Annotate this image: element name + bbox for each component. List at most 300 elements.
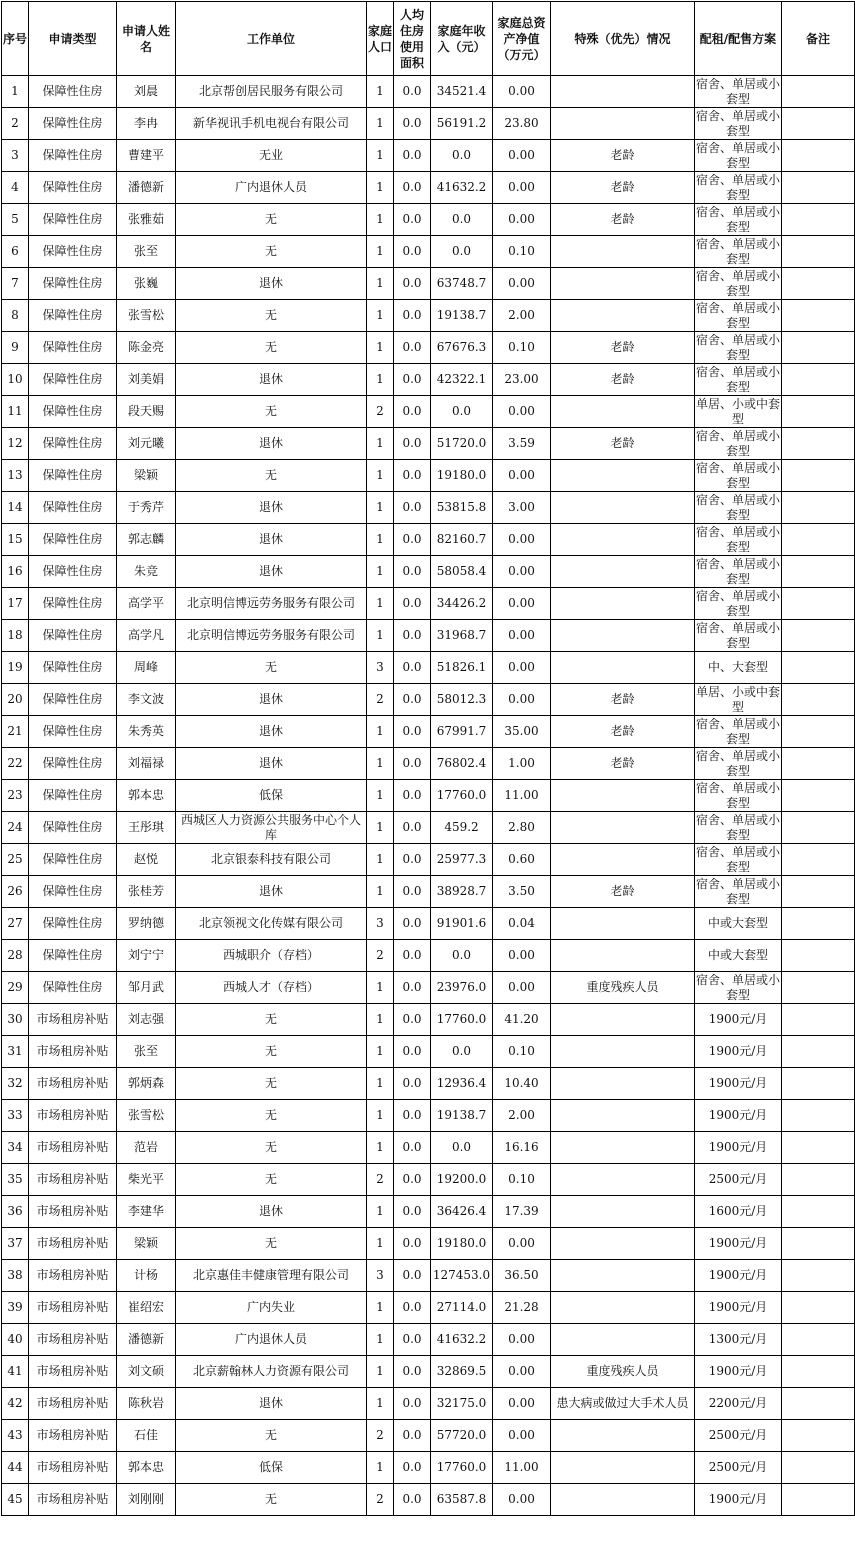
cell-special-priority bbox=[551, 1228, 695, 1260]
cell-employer: 北京明信博远劳务服务有限公司 bbox=[176, 588, 367, 620]
cell-index: 19 bbox=[2, 652, 29, 684]
cell-employer: 无 bbox=[176, 652, 367, 684]
cell-name: 陈金亮 bbox=[117, 332, 176, 364]
table-row bbox=[2, 140, 855, 172]
cell-area-per-person: 0.0 bbox=[394, 172, 431, 204]
cell-index: 10 bbox=[2, 364, 29, 396]
cell-index: 11 bbox=[2, 396, 29, 428]
col-header-household-size: 家庭人口 bbox=[367, 2, 394, 76]
cell-special-priority: 老龄 bbox=[551, 332, 695, 364]
cell-employer: 广内退休人员 bbox=[176, 172, 367, 204]
cell-employer: 无 bbox=[176, 1068, 367, 1100]
cell-household-size: 1 bbox=[367, 588, 394, 620]
cell-household-size: 1 bbox=[367, 972, 394, 1004]
cell-index: 27 bbox=[2, 908, 29, 940]
cell-name: 张巍 bbox=[117, 268, 176, 300]
cell-net-assets: 10.40 bbox=[493, 1068, 551, 1100]
cell-employer: 无 bbox=[176, 300, 367, 332]
cell-special-priority: 老龄 bbox=[551, 428, 695, 460]
cell-area-per-person: 0.0 bbox=[394, 1068, 431, 1100]
cell-type: 保障性住房 bbox=[29, 428, 117, 460]
cell-name: 于秀芹 bbox=[117, 492, 176, 524]
cell-area-per-person: 0.0 bbox=[394, 684, 431, 716]
cell-type: 保障性住房 bbox=[29, 268, 117, 300]
cell-annual-income: 63748.7 bbox=[431, 268, 493, 300]
cell-employer: 无 bbox=[176, 1164, 367, 1196]
cell-net-assets: 35.00 bbox=[493, 716, 551, 748]
cell-annual-income: 42322.1 bbox=[431, 364, 493, 396]
cell-type: 保障性住房 bbox=[29, 364, 117, 396]
cell-allocation-plan: 宿舍、单居或小套型 bbox=[696, 524, 781, 554]
cell-area-per-person: 0.0 bbox=[394, 1452, 431, 1484]
cell-employer: 退休 bbox=[176, 748, 367, 780]
cell-area-per-person: 0.0 bbox=[394, 588, 431, 620]
cell-annual-income: 34426.2 bbox=[431, 588, 493, 620]
cell-special-priority bbox=[551, 556, 695, 588]
cell-household-size: 1 bbox=[367, 780, 394, 812]
cell-allocation-plan: 1600元/月 bbox=[695, 1196, 782, 1228]
cell-annual-income: 23976.0 bbox=[431, 972, 493, 1004]
cell-index: 36 bbox=[2, 1196, 29, 1228]
cell-name: 刘志强 bbox=[117, 1004, 176, 1036]
cell-type: 市场租房补贴 bbox=[29, 1164, 117, 1196]
cell-index: 39 bbox=[2, 1292, 29, 1324]
cell-net-assets: 0.10 bbox=[493, 332, 551, 364]
cell-index: 33 bbox=[2, 1100, 29, 1132]
cell-remarks bbox=[782, 1004, 855, 1036]
cell-annual-income: 127453.0 bbox=[431, 1260, 493, 1292]
cell-name: 石佳 bbox=[117, 1420, 176, 1452]
cell-index: 8 bbox=[2, 300, 29, 332]
cell-name: 郭本忠 bbox=[117, 780, 176, 812]
cell-net-assets: 0.00 bbox=[493, 1324, 551, 1356]
cell-index: 3 bbox=[2, 140, 29, 172]
cell-net-assets: 3.00 bbox=[493, 492, 551, 524]
cell-allocation-plan: 2500元/月 bbox=[695, 1452, 782, 1484]
table-row bbox=[2, 812, 855, 844]
cell-remarks bbox=[782, 108, 855, 140]
cell-household-size: 1 bbox=[367, 76, 394, 108]
cell-allocation-plan: 宿舍、单居或小套型 bbox=[696, 492, 781, 522]
cell-type: 保障性住房 bbox=[29, 716, 117, 748]
cell-name: 刘文硕 bbox=[117, 1356, 176, 1388]
cell-annual-income: 0.0 bbox=[431, 140, 493, 172]
cell-net-assets: 0.00 bbox=[493, 1420, 551, 1452]
cell-remarks bbox=[782, 556, 855, 588]
cell-name: 朱竞 bbox=[117, 556, 176, 588]
table-row bbox=[2, 1100, 855, 1132]
cell-net-assets: 0.10 bbox=[493, 236, 551, 268]
cell-employer: 西城人才（存档） bbox=[176, 972, 367, 1004]
cell-employer: 无业 bbox=[176, 140, 367, 172]
cell-allocation-plan: 中或大套型 bbox=[695, 940, 782, 972]
cell-net-assets: 0.00 bbox=[493, 1388, 551, 1420]
cell-index: 25 bbox=[2, 844, 29, 876]
cell-remarks bbox=[782, 1292, 855, 1324]
cell-name: 郭本忠 bbox=[117, 1452, 176, 1484]
cell-household-size: 1 bbox=[367, 1132, 394, 1164]
cell-special-priority bbox=[551, 940, 695, 972]
cell-index: 21 bbox=[2, 716, 29, 748]
table-body bbox=[2, 76, 855, 1516]
table-row bbox=[2, 1484, 855, 1516]
col-header-remarks: 备注 bbox=[782, 2, 855, 76]
cell-employer: 北京惠佳丰健康管理有限公司 bbox=[176, 1260, 367, 1292]
cell-allocation-plan: 宿舍、单居或小套型 bbox=[696, 876, 781, 906]
cell-employer: 无 bbox=[176, 1004, 367, 1036]
cell-allocation-plan: 宿舍、单居或小套型 bbox=[696, 332, 781, 362]
cell-allocation-plan: 单居、小或中套型 bbox=[696, 684, 781, 714]
cell-annual-income: 0.0 bbox=[431, 1132, 493, 1164]
cell-net-assets: 0.00 bbox=[493, 204, 551, 236]
cell-net-assets: 0.00 bbox=[493, 1484, 551, 1516]
cell-type: 保障性住房 bbox=[29, 588, 117, 620]
cell-special-priority bbox=[551, 76, 695, 108]
table-row bbox=[2, 1228, 855, 1260]
cell-household-size: 1 bbox=[367, 1004, 394, 1036]
cell-special-priority bbox=[551, 492, 695, 524]
cell-index: 17 bbox=[2, 588, 29, 620]
cell-household-size: 3 bbox=[367, 1260, 394, 1292]
cell-index: 14 bbox=[2, 492, 29, 524]
cell-area-per-person: 0.0 bbox=[394, 1324, 431, 1356]
cell-household-size: 1 bbox=[367, 556, 394, 588]
cell-remarks bbox=[782, 1420, 855, 1452]
cell-annual-income: 19200.0 bbox=[431, 1164, 493, 1196]
table-row bbox=[2, 1004, 855, 1036]
cell-type: 保障性住房 bbox=[29, 620, 117, 652]
cell-area-per-person: 0.0 bbox=[394, 1228, 431, 1260]
cell-remarks bbox=[782, 652, 855, 684]
table-row bbox=[2, 460, 855, 492]
cell-type: 保障性住房 bbox=[29, 76, 117, 108]
cell-remarks bbox=[782, 716, 855, 748]
cell-remarks bbox=[782, 684, 855, 716]
cell-type: 保障性住房 bbox=[29, 396, 117, 428]
cell-employer: 北京帮创居民服务有限公司 bbox=[176, 76, 367, 108]
cell-annual-income: 0.0 bbox=[431, 236, 493, 268]
cell-special-priority bbox=[551, 1196, 695, 1228]
cell-index: 29 bbox=[2, 972, 29, 1004]
cell-area-per-person: 0.0 bbox=[394, 140, 431, 172]
table-row bbox=[2, 428, 855, 460]
cell-type: 保障性住房 bbox=[29, 748, 117, 780]
cell-household-size: 1 bbox=[367, 524, 394, 556]
cell-special-priority bbox=[551, 268, 695, 300]
cell-annual-income: 82160.7 bbox=[431, 524, 493, 556]
cell-area-per-person: 0.0 bbox=[394, 716, 431, 748]
cell-special-priority bbox=[551, 108, 695, 140]
cell-employer: 无 bbox=[176, 396, 367, 428]
cell-net-assets: 0.00 bbox=[493, 684, 551, 716]
col-header-employer: 工作单位 bbox=[176, 2, 367, 76]
cell-remarks bbox=[782, 1356, 855, 1388]
cell-net-assets: 0.00 bbox=[493, 268, 551, 300]
cell-name: 郭志麟 bbox=[117, 524, 176, 556]
cell-allocation-plan: 宿舍、单居或小套型 bbox=[696, 172, 781, 202]
cell-remarks bbox=[782, 1196, 855, 1228]
cell-annual-income: 25977.3 bbox=[431, 844, 493, 876]
cell-household-size: 1 bbox=[367, 1324, 394, 1356]
table-row bbox=[2, 1196, 855, 1228]
cell-area-per-person: 0.0 bbox=[394, 908, 431, 940]
cell-allocation-plan: 宿舍、单居或小套型 bbox=[696, 364, 781, 394]
cell-household-size: 1 bbox=[367, 364, 394, 396]
cell-employer: 低保 bbox=[176, 1452, 367, 1484]
cell-annual-income: 0.0 bbox=[431, 396, 493, 428]
cell-annual-income: 459.2 bbox=[431, 812, 493, 844]
cell-name: 高学平 bbox=[117, 588, 176, 620]
cell-net-assets: 11.00 bbox=[493, 1452, 551, 1484]
cell-type: 保障性住房 bbox=[29, 876, 117, 908]
cell-name: 邹月武 bbox=[117, 972, 176, 1004]
cell-name: 梁颖 bbox=[117, 460, 176, 492]
cell-household-size: 1 bbox=[367, 1228, 394, 1260]
cell-area-per-person: 0.0 bbox=[394, 620, 431, 652]
cell-type: 保障性住房 bbox=[29, 172, 117, 204]
cell-allocation-plan: 1900元/月 bbox=[695, 1132, 782, 1164]
cell-household-size: 1 bbox=[367, 1036, 394, 1068]
cell-special-priority bbox=[551, 1132, 695, 1164]
cell-household-size: 1 bbox=[367, 1356, 394, 1388]
cell-area-per-person: 0.0 bbox=[394, 76, 431, 108]
cell-remarks bbox=[782, 236, 855, 268]
table-row bbox=[2, 236, 855, 268]
table-row bbox=[2, 748, 855, 780]
cell-special-priority: 老龄 bbox=[551, 204, 695, 236]
cell-employer: 退休 bbox=[176, 1196, 367, 1228]
table-row bbox=[2, 1356, 855, 1388]
cell-allocation-plan: 宿舍、单居或小套型 bbox=[696, 588, 781, 618]
table-row bbox=[2, 492, 855, 524]
cell-household-size: 3 bbox=[367, 652, 394, 684]
cell-household-size: 2 bbox=[367, 1164, 394, 1196]
cell-special-priority bbox=[551, 620, 695, 652]
cell-index: 22 bbox=[2, 748, 29, 780]
cell-special-priority bbox=[551, 844, 695, 876]
table-row bbox=[2, 1452, 855, 1484]
cell-type: 保障性住房 bbox=[29, 236, 117, 268]
cell-area-per-person: 0.0 bbox=[394, 300, 431, 332]
cell-net-assets: 0.00 bbox=[493, 620, 551, 652]
cell-name: 刘晨 bbox=[117, 76, 176, 108]
cell-employer: 无 bbox=[176, 1100, 367, 1132]
cell-net-assets: 17.39 bbox=[493, 1196, 551, 1228]
table-row bbox=[2, 1420, 855, 1452]
cell-area-per-person: 0.0 bbox=[394, 1132, 431, 1164]
cell-special-priority bbox=[551, 1036, 695, 1068]
cell-area-per-person: 0.0 bbox=[394, 108, 431, 140]
cell-remarks bbox=[782, 748, 855, 780]
cell-household-size: 2 bbox=[367, 1420, 394, 1452]
cell-net-assets: 0.00 bbox=[493, 1228, 551, 1260]
cell-allocation-plan: 宿舍、单居或小套型 bbox=[696, 812, 781, 842]
cell-index: 34 bbox=[2, 1132, 29, 1164]
cell-remarks bbox=[782, 396, 855, 428]
cell-allocation-plan: 宿舍、单居或小套型 bbox=[696, 460, 781, 490]
cell-area-per-person: 0.0 bbox=[394, 1420, 431, 1452]
cell-allocation-plan: 1900元/月 bbox=[695, 1292, 782, 1324]
cell-remarks bbox=[782, 172, 855, 204]
cell-employer: 无 bbox=[176, 332, 367, 364]
cell-name: 罗纳德 bbox=[117, 908, 176, 940]
cell-employer: 西城区人力资源公共服务中心个人库 bbox=[176, 812, 367, 844]
cell-net-assets: 2.00 bbox=[493, 1100, 551, 1132]
table-row bbox=[2, 1164, 855, 1196]
cell-special-priority: 老龄 bbox=[551, 876, 695, 908]
cell-area-per-person: 0.0 bbox=[394, 460, 431, 492]
cell-employer: 广内失业 bbox=[176, 1292, 367, 1324]
cell-type: 保障性住房 bbox=[29, 972, 117, 1004]
cell-name: 张雪松 bbox=[117, 300, 176, 332]
table-row bbox=[2, 332, 855, 364]
cell-type: 市场租房补贴 bbox=[29, 1260, 117, 1292]
cell-household-size: 2 bbox=[367, 1484, 394, 1516]
cell-allocation-plan: 1900元/月 bbox=[695, 1260, 782, 1292]
cell-household-size: 3 bbox=[367, 908, 394, 940]
cell-employer: 退休 bbox=[176, 1388, 367, 1420]
cell-index: 40 bbox=[2, 1324, 29, 1356]
cell-special-priority: 患大病或做过大手术人员 bbox=[551, 1388, 695, 1420]
cell-annual-income: 17760.0 bbox=[431, 1004, 493, 1036]
cell-index: 7 bbox=[2, 268, 29, 300]
cell-net-assets: 0.00 bbox=[493, 140, 551, 172]
cell-allocation-plan: 1900元/月 bbox=[695, 1068, 782, 1100]
cell-name: 潘德新 bbox=[117, 1324, 176, 1356]
cell-employer: 退休 bbox=[176, 268, 367, 300]
col-header-allocation-plan: 配租/配售方案 bbox=[695, 2, 782, 76]
cell-area-per-person: 0.0 bbox=[394, 940, 431, 972]
cell-special-priority: 老龄 bbox=[551, 684, 695, 716]
cell-special-priority bbox=[551, 524, 695, 556]
cell-name: 朱秀英 bbox=[117, 716, 176, 748]
cell-household-size: 1 bbox=[367, 300, 394, 332]
cell-employer: 退休 bbox=[176, 524, 367, 556]
cell-remarks bbox=[782, 1068, 855, 1100]
cell-index: 28 bbox=[2, 940, 29, 972]
cell-index: 1 bbox=[2, 76, 29, 108]
cell-net-assets: 41.20 bbox=[493, 1004, 551, 1036]
cell-net-assets: 23.00 bbox=[493, 364, 551, 396]
cell-net-assets: 11.00 bbox=[493, 780, 551, 812]
table-row bbox=[2, 684, 855, 716]
cell-area-per-person: 0.0 bbox=[394, 364, 431, 396]
cell-employer: 无 bbox=[176, 1484, 367, 1516]
cell-allocation-plan: 宿舍、单居或小套型 bbox=[696, 748, 781, 778]
cell-allocation-plan: 1900元/月 bbox=[695, 1004, 782, 1036]
cell-index: 38 bbox=[2, 1260, 29, 1292]
cell-area-per-person: 0.0 bbox=[394, 1292, 431, 1324]
cell-net-assets: 23.80 bbox=[493, 108, 551, 140]
cell-index: 44 bbox=[2, 1452, 29, 1484]
table-row bbox=[2, 396, 855, 428]
cell-annual-income: 31968.7 bbox=[431, 620, 493, 652]
cell-remarks bbox=[782, 492, 855, 524]
cell-type: 保障性住房 bbox=[29, 940, 117, 972]
cell-special-priority: 老龄 bbox=[551, 172, 695, 204]
cell-name: 李冉 bbox=[117, 108, 176, 140]
cell-net-assets: 0.10 bbox=[493, 1164, 551, 1196]
cell-household-size: 1 bbox=[367, 620, 394, 652]
cell-annual-income: 58012.3 bbox=[431, 684, 493, 716]
cell-index: 32 bbox=[2, 1068, 29, 1100]
cell-remarks bbox=[782, 1036, 855, 1068]
table-row bbox=[2, 108, 855, 140]
table-row bbox=[2, 204, 855, 236]
cell-annual-income: 58058.4 bbox=[431, 556, 493, 588]
cell-type: 市场租房补贴 bbox=[29, 1100, 117, 1132]
cell-household-size: 1 bbox=[367, 1196, 394, 1228]
cell-employer: 广内退休人员 bbox=[176, 1324, 367, 1356]
table-row bbox=[2, 876, 855, 908]
cell-name: 张至 bbox=[117, 1036, 176, 1068]
cell-special-priority bbox=[551, 396, 695, 428]
cell-employer: 西城职介（存档） bbox=[176, 940, 367, 972]
cell-special-priority bbox=[551, 1324, 695, 1356]
cell-index: 12 bbox=[2, 428, 29, 460]
cell-employer: 北京领视文化传媒有限公司 bbox=[176, 908, 367, 940]
table-row bbox=[2, 1132, 855, 1164]
cell-type: 市场租房补贴 bbox=[29, 1324, 117, 1356]
cell-type: 市场租房补贴 bbox=[29, 1196, 117, 1228]
cell-allocation-plan: 中或大套型 bbox=[695, 908, 782, 940]
cell-remarks bbox=[782, 332, 855, 364]
cell-remarks bbox=[782, 1228, 855, 1260]
cell-net-assets: 0.10 bbox=[493, 1036, 551, 1068]
cell-area-per-person: 0.0 bbox=[394, 780, 431, 812]
cell-allocation-plan: 1900元/月 bbox=[695, 1356, 782, 1388]
cell-special-priority bbox=[551, 780, 695, 812]
cell-type: 市场租房补贴 bbox=[29, 1132, 117, 1164]
cell-household-size: 1 bbox=[367, 332, 394, 364]
cell-allocation-plan: 宿舍、单居或小套型 bbox=[696, 268, 781, 298]
cell-employer: 退休 bbox=[176, 428, 367, 460]
cell-allocation-plan: 宿舍、单居或小套型 bbox=[696, 140, 781, 170]
cell-household-size: 1 bbox=[367, 268, 394, 300]
cell-annual-income: 17760.0 bbox=[431, 780, 493, 812]
cell-remarks bbox=[782, 460, 855, 492]
cell-type: 市场租房补贴 bbox=[29, 1420, 117, 1452]
cell-index: 9 bbox=[2, 332, 29, 364]
cell-special-priority bbox=[551, 1260, 695, 1292]
cell-area-per-person: 0.0 bbox=[394, 556, 431, 588]
cell-employer: 无 bbox=[176, 204, 367, 236]
table-row bbox=[2, 940, 855, 972]
cell-type: 保障性住房 bbox=[29, 492, 117, 524]
cell-employer: 低保 bbox=[176, 780, 367, 812]
cell-household-size: 1 bbox=[367, 748, 394, 780]
cell-remarks bbox=[782, 876, 855, 908]
cell-remarks bbox=[782, 780, 855, 812]
cell-name: 张至 bbox=[117, 236, 176, 268]
cell-name: 刘美娟 bbox=[117, 364, 176, 396]
cell-type: 市场租房补贴 bbox=[29, 1388, 117, 1420]
cell-allocation-plan: 宿舍、单居或小套型 bbox=[696, 780, 781, 810]
cell-name: 刘福禄 bbox=[117, 748, 176, 780]
cell-annual-income: 34521.4 bbox=[431, 76, 493, 108]
cell-area-per-person: 0.0 bbox=[394, 876, 431, 908]
cell-remarks bbox=[782, 1260, 855, 1292]
header-row bbox=[2, 2, 855, 76]
cell-remarks bbox=[782, 1164, 855, 1196]
cell-index: 4 bbox=[2, 172, 29, 204]
table-row bbox=[2, 908, 855, 940]
cell-type: 保障性住房 bbox=[29, 684, 117, 716]
cell-remarks bbox=[782, 812, 855, 844]
cell-employer: 无 bbox=[176, 1132, 367, 1164]
cell-allocation-plan: 宿舍、单居或小套型 bbox=[696, 716, 781, 746]
cell-type: 市场租房补贴 bbox=[29, 1036, 117, 1068]
